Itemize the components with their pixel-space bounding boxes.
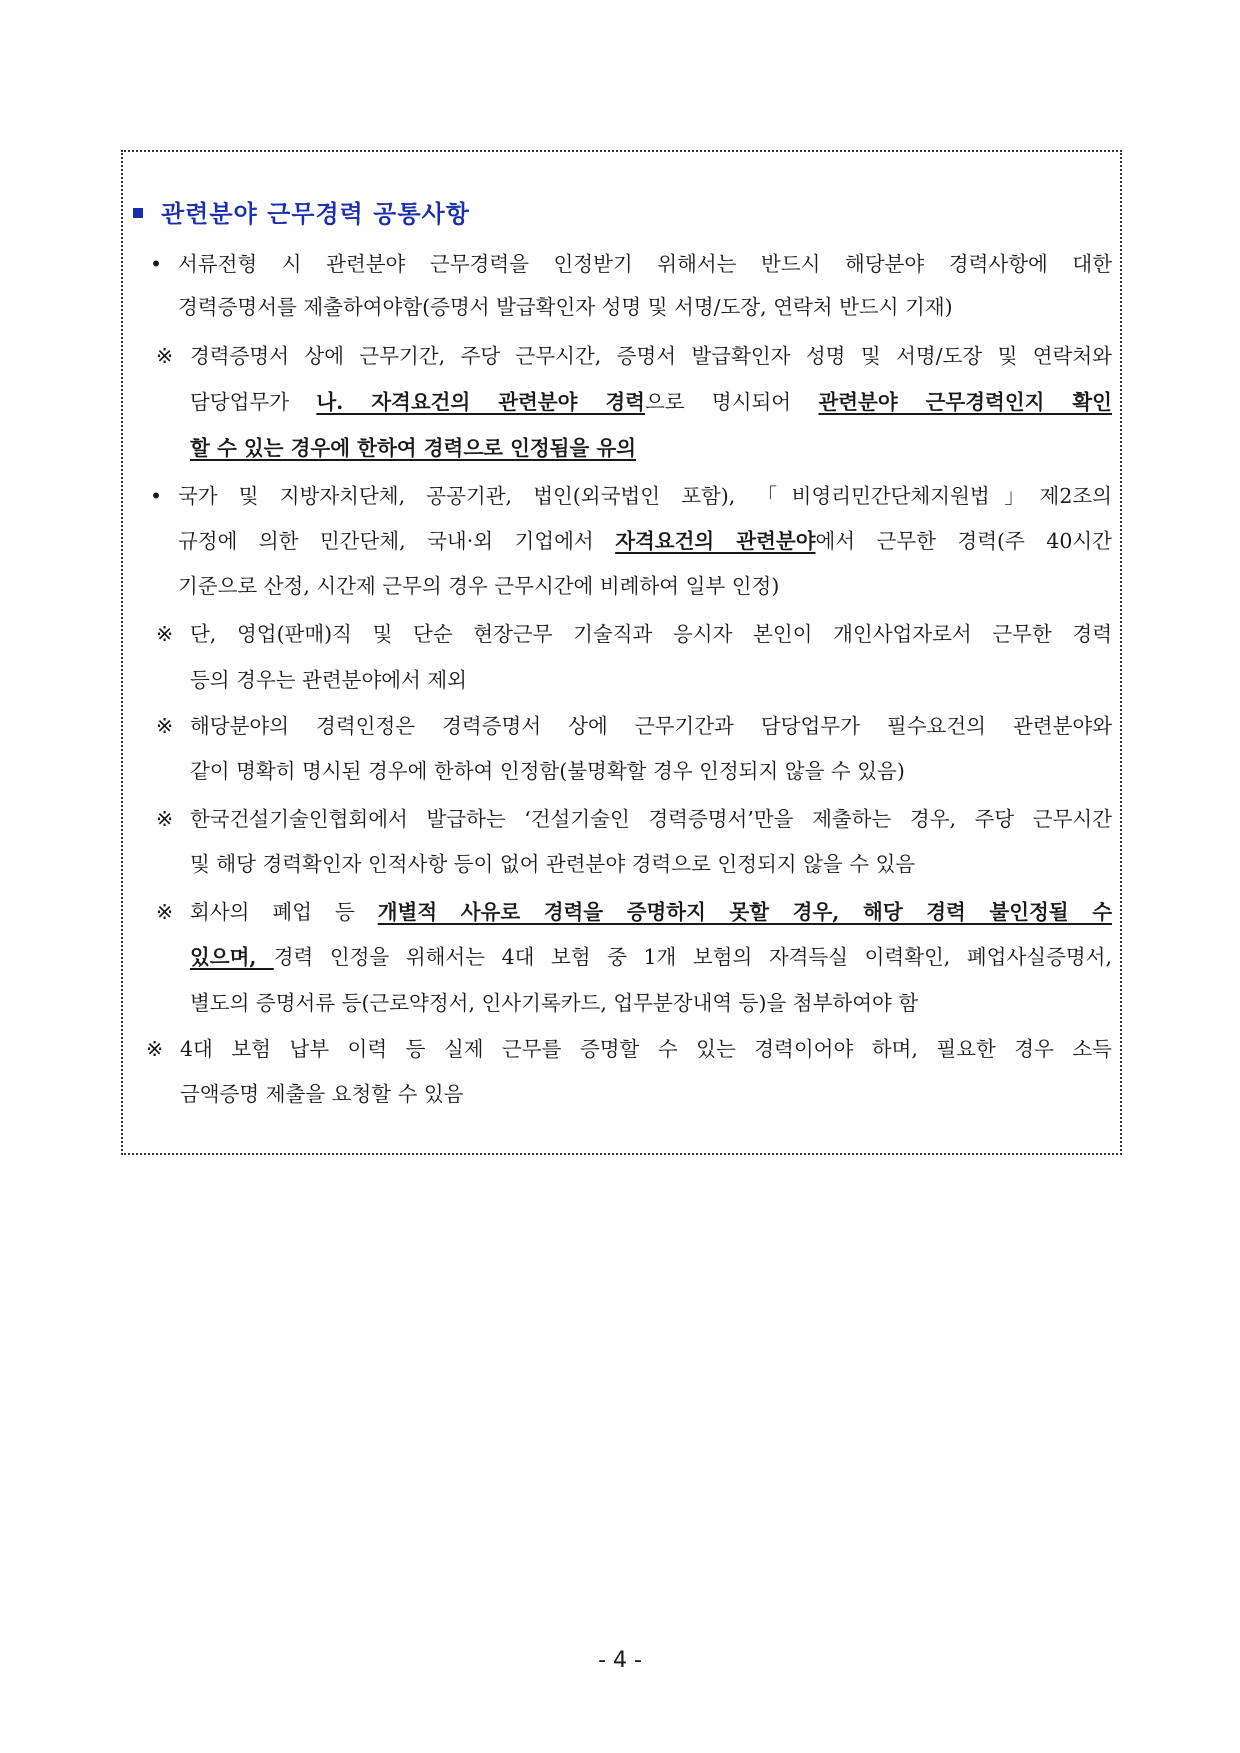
item-7-emphasis-1: 개별적 사유로 경력을 증명하지 못할 경우, 해당 경력 불인정될 수 [377,900,1112,924]
item-3-text-a: 규정에 의한 민간단체, 국내·외 기업에서 [178,529,616,553]
item-7-line-1 [190,897,1112,927]
item-8-line-1: 4대 보험 납부 이력 등 실제 근무를 증명할 수 있는 경력이어야 하며, 필요한 경우 소득 [180,1037,1112,1061]
item-5-line-2: 같이 명확히 명시된 경우에 한하여 인정함(불명확할 경우 인정되지 않을 수 있음) [190,759,905,783]
item-8-line-2: 금액증명 제출을 요청할 수 있음 [180,1082,464,1106]
item-7-line-2 [190,942,1112,972]
item-3-emphasis: 자격요건의 관련분야 [615,529,816,553]
bullet-icon: • [150,484,163,508]
item-3-line-2 [178,526,1112,556]
item-2-emphasis-1: 나. 자격요건의 관련분야 경력 [316,390,645,414]
item-1-line-1: 서류전형 시 관련분야 근무경력을 인정받기 위해서는 반드시 해당분야 경력사항에 대한 [178,252,1112,276]
item-5-line-1: 해당분야의 경력인정은 경력증명서 상에 근무기간과 담당업무가 필수요건의 관련분야와 [190,714,1112,738]
reference-mark-icon: ※ [156,714,174,738]
item-2-line-2 [190,387,1112,417]
item-4-line-2: 등의 경우는 관련분야에서 제외 [190,668,467,692]
reference-mark-icon: ※ [146,1037,164,1061]
reference-mark-icon: ※ [156,622,174,646]
item-2-emphasis-2: 관련분야 근무경력인지 확인 [818,390,1112,414]
item-3-text-c: 에서 근무한 경력(주 40시간 [815,529,1112,553]
section-heading-text: 관련분야 근무경력 공통사항 [161,200,470,228]
section-heading [133,197,470,231]
bullet-icon: • [150,252,163,276]
item-4-line-1: 단, 영업(판매)직 및 단순 현장근무 기술직과 응시자 본인이 개인사업자로서 근무한 경력 [190,622,1112,646]
item-2-text-c: 으로 명시되어 [644,390,819,414]
item-2-line-3: 할 수 있는 경우에 한하여 경력으로 인정됨을 유의 [190,436,637,460]
page-number: - 4 - [598,1648,642,1673]
item-7-text-a: 회사의 폐업 등 [190,900,378,924]
reference-mark-icon: ※ [156,344,174,368]
item-3-line-1: 국가 및 지방자치단체, 공공기관, 법인(외국법인 포함), 「비영리민간단체지원법」제2조의 [178,484,1112,508]
item-3-line-3: 기준으로 산정, 시간제 근무의 경우 근무시간에 비례하여 일부 인정) [178,574,780,598]
item-2-text-a: 담당업무가 [190,390,317,414]
reference-mark-icon: ※ [156,807,174,831]
item-1-line-2: 경력증명서를 제출하여야함(증명서 발급확인자 성명 및 서명/도장, 연락처 반드시 기재) [178,295,953,319]
square-bullet-icon [133,208,143,218]
item-7-line-3: 별도의 증명서류 등(근로약정서, 인사기록카드, 업무분장내역 등)을 첨부하여야 함 [190,991,919,1015]
item-7-emphasis-2: 있으며, [190,945,274,969]
item-6-line-2: 및 해당 경력확인자 인적사항 등이 없어 관련분야 경력으로 인정되지 않을 수 있음 [190,852,916,876]
item-2-line-1: 경력증명서 상에 근무기간, 주당 근무시간, 증명서 발급확인자 성명 및 서명/도장 및 연락처와 [190,344,1112,368]
reference-mark-icon: ※ [156,900,174,924]
item-7-text-b: 경력 인정을 위해서는 4대 보험 중 1개 보험의 자격득실 이력확인, 폐업사실증명서, [273,945,1112,969]
item-6-line-1: 한국건설기술인협회에서 발급하는 ‘건설기술인 경력증명서’만을 제출하는 경우, 주당 근무시간 [190,807,1112,831]
